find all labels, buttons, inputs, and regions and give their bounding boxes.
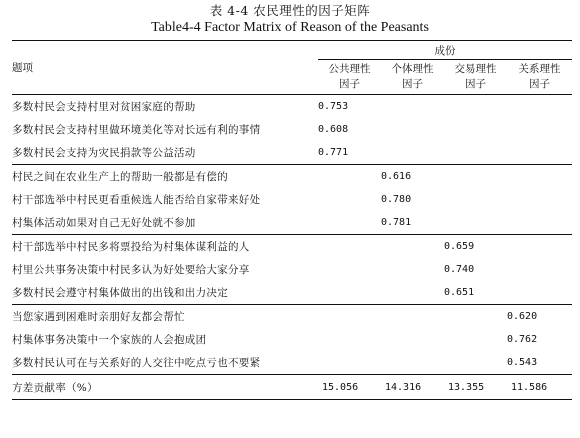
- table-caption-chinese: 表 4-4 农民理性的因子矩阵: [209, 3, 371, 18]
- loading-cell: [507, 258, 572, 281]
- loading-cell: 0.659: [444, 241, 475, 252]
- loading-cell: [507, 95, 572, 119]
- table-row: [12, 328, 572, 351]
- factor-header-relation: 关系理性 因子: [507, 60, 572, 95]
- loading-cell: [381, 141, 444, 165]
- table-row: [12, 281, 572, 305]
- table-row: [12, 235, 572, 259]
- loading-cell: [318, 328, 381, 351]
- row-item: 多数村民会支持村里对贫困家庭的帮助: [12, 101, 196, 113]
- loading-cell: [507, 118, 572, 141]
- loading-cell: [444, 351, 507, 375]
- loading-cell: [507, 141, 572, 165]
- row-item: 当您家遇到困难时亲朋好友都会帮忙: [12, 311, 185, 323]
- loading-cell: [318, 258, 381, 281]
- loading-cell: [318, 188, 381, 211]
- table-row: [12, 118, 572, 141]
- variance-value-relation: 11.586: [507, 375, 572, 400]
- loading-cell: [381, 281, 444, 305]
- loading-cell: [444, 211, 507, 235]
- variance-value-public: 15.056: [318, 375, 381, 400]
- loading-cell: 0.771: [318, 141, 381, 165]
- loading-cell: [507, 188, 572, 211]
- loading-cell: [381, 95, 444, 119]
- variance-label: 方差贡献率（%）: [12, 375, 318, 400]
- loading-cell: 0.608: [318, 124, 349, 135]
- table-caption-english: Table4-4 Factor Matrix of Reason of the Peasants: [151, 20, 429, 35]
- row-item: 多数村民会支持为灾民捐款等公益活动: [12, 141, 318, 165]
- loading-cell: [507, 211, 572, 235]
- table-row: [12, 141, 572, 165]
- row-item: 村集体活动如果对自己无好处就不参加: [12, 211, 318, 235]
- loading-cell: 0.651: [444, 281, 507, 305]
- loading-cell: [381, 258, 444, 281]
- loading-cell: [318, 235, 381, 259]
- row-item: 村干部选举中村民多将票投给为村集体谋利益的人: [12, 241, 250, 253]
- loading-cell: [318, 211, 381, 235]
- row-item: 村民之间在农业生产上的帮助一般都是有偿的: [12, 171, 228, 183]
- loading-cell: 0.762: [507, 334, 538, 345]
- loading-cell: [444, 165, 507, 189]
- loading-cell: 0.620: [507, 311, 538, 322]
- loading-cell: [444, 305, 507, 329]
- table-row: [12, 351, 572, 375]
- factor-matrix-table: [12, 40, 572, 400]
- loading-cell: 0.616: [381, 171, 412, 182]
- row-item: 多数村民认可在与关系好的人交往中吃点亏也不要紧: [12, 351, 318, 375]
- table-body: [12, 95, 572, 400]
- table-caption: [0, 3, 580, 36]
- item-column-header: 题项: [12, 41, 318, 95]
- loading-cell: [381, 351, 444, 375]
- loading-cell: [381, 235, 444, 259]
- table-row: [12, 211, 572, 235]
- variance-value-individual: 14.316: [381, 375, 444, 400]
- loading-cell: [381, 118, 444, 141]
- loading-cell: [318, 165, 381, 189]
- component-group-header: 成份: [318, 41, 572, 60]
- loading-cell: 0.740: [444, 264, 475, 275]
- loading-cell: [444, 328, 507, 351]
- loading-cell: [381, 328, 444, 351]
- loading-cell: [318, 351, 381, 375]
- row-item: 村集体事务决策中一个家族的人会抱成团: [12, 334, 207, 346]
- loading-cell: [444, 188, 507, 211]
- table-row: [12, 305, 572, 329]
- variance-row: [12, 375, 572, 400]
- loading-cell: 0.781: [381, 211, 444, 235]
- factor-header-transaction: 交易理性 因子: [444, 60, 507, 95]
- loading-cell: [318, 305, 381, 329]
- header-row-top: [12, 41, 572, 60]
- row-item: 多数村民会遵守村集体做出的出钱和出力决定: [12, 281, 318, 305]
- loading-cell: [444, 141, 507, 165]
- loading-cell: [444, 118, 507, 141]
- table-header: [12, 41, 572, 95]
- loading-cell: [381, 305, 444, 329]
- variance-value-transaction: 13.355: [444, 375, 507, 400]
- loading-cell: [444, 95, 507, 119]
- loading-cell: [507, 281, 572, 305]
- loading-cell: 0.543: [507, 351, 572, 375]
- table-row: [12, 165, 572, 189]
- loading-cell: [507, 235, 572, 259]
- table-row: [12, 258, 572, 281]
- table-row: [12, 188, 572, 211]
- row-item: 多数村民会支持村里做环境美化等对长远有利的事情: [12, 124, 261, 136]
- factor-header-public: 公共理性 因子: [318, 60, 381, 95]
- loading-cell: [507, 165, 572, 189]
- loading-cell: 0.780: [381, 194, 412, 205]
- row-item: 村干部选举中村民更看重候选人能否给自家带来好处: [12, 194, 261, 206]
- loading-cell: [318, 281, 381, 305]
- row-item: 村里公共事务决策中村民多认为好处要给大家分享: [12, 264, 250, 276]
- table-row: [12, 95, 572, 119]
- factor-header-individual: 个体理性 因子: [381, 60, 444, 95]
- loading-cell: 0.753: [318, 101, 349, 112]
